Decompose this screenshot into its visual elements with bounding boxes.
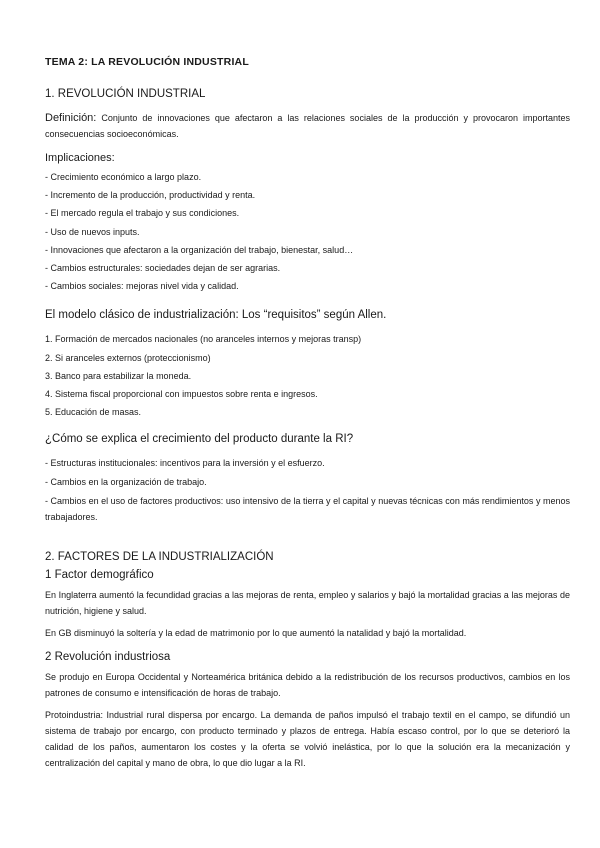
definition-label: Definición: xyxy=(45,112,97,124)
list-item: 5. Educación de masas. xyxy=(45,407,142,418)
growth-heading: ¿Cómo se explica el crecimiento del producto durante la RI? xyxy=(45,433,354,446)
list-item: - Cambios en el uso de factores productivos: uso intensivo de la tierra y el capital y nuevas técnicas con más rendimientos y menos trabajadores. xyxy=(45,495,570,522)
demographic-paragraph-1: En Inglaterra aumentó la fecundidad gracias a las mejoras de renta, empleo y salarios y bajó la mortalidad gracias a las mejoras de nutrición, higiene y salud. xyxy=(45,589,570,616)
list-item: 1. Formación de mercados nacionales (no aranceles internos y mejoras transp) xyxy=(45,334,362,345)
list-item: - Cambios en la organización de trabajo. xyxy=(45,476,207,487)
list-item: 2. Si aranceles externos (proteccionismo) xyxy=(45,352,211,363)
demographic-heading: 1 Factor demográfico xyxy=(45,568,154,581)
document-title: TEMA 2: LA REVOLUCIÓN INDUSTRIAL xyxy=(45,56,249,68)
list-item: - Uso de nuevos inputs. xyxy=(45,226,140,237)
section-1-heading: 1. REVOLUCIÓN INDUSTRIAL xyxy=(45,88,206,100)
document-page xyxy=(45,56,570,777)
list-item: 3. Banco para estabilizar la moneda. xyxy=(45,370,192,381)
definition-text: Conjunto de innovaciones que afectaron a las relaciones sociales de la producción y provocaron importantes consecuencias socioeconómicas. xyxy=(45,113,570,139)
growth-list xyxy=(45,454,570,524)
list-item: - Incremento de la producción, productividad y renta. xyxy=(45,190,256,201)
implications-list xyxy=(45,168,570,295)
list-item: - Cambios sociales: mejoras nivel vida y calidad. xyxy=(45,281,239,292)
industrious-heading: 2 Revolución industriosa xyxy=(45,650,171,663)
list-item: - Estructuras institucionales: incentivos para la inversión y el esfuerzo. xyxy=(45,458,325,469)
model-heading: El modelo clásico de industrialización: Los “requisitos” según Allen. xyxy=(45,309,387,322)
list-item: 4. Sistema fiscal proporcional con impuestos sobre renta e ingresos. xyxy=(45,389,318,400)
protoindustry-paragraph: Protoindustria: Industrial rural dispersa por encargo. La demanda de paños impulsó el trabajo textil en el campo, se difundió un sistema de trabajo por encargo, con producto terminado y plazos de entrega. Había escaso control, por lo que se deterioró la calidad de los paños, aumentaron los costes y la oferta se volvió inelástica, por lo que la solución era la mecanización y centralización del capital y mano de obra, lo que dio lugar a la RI. xyxy=(45,709,570,768)
demographic-paragraph-2: En GB disminuyó la soltería y la edad de matrimonio por lo que aumentó la natalidad y bajó la mortalidad. xyxy=(45,627,467,638)
list-item: - Cambios estructurales: sociedades dejan de ser agrarias. xyxy=(45,263,281,274)
definition-paragraph xyxy=(45,110,570,142)
requisites-list xyxy=(45,330,570,421)
list-item: - El mercado regula el trabajo y sus condiciones. xyxy=(45,208,240,219)
list-item: - Crecimiento económico a largo plazo. xyxy=(45,172,202,182)
implications-label: Implicaciones: xyxy=(45,152,115,164)
list-item: - Innovaciones que afectaron a la organización del trabajo, bienestar, salud… xyxy=(45,244,354,255)
industrious-paragraph-1: Se produjo en Europa Occidental y Norteamérica británica debido a la redistribución de los recursos productivos, cambios en los patrones de consumo e intensificación de horas de trabajo. xyxy=(45,671,570,698)
section-2-heading: 2. FACTORES DE LA INDUSTRIALIZACIÓN xyxy=(45,550,274,563)
